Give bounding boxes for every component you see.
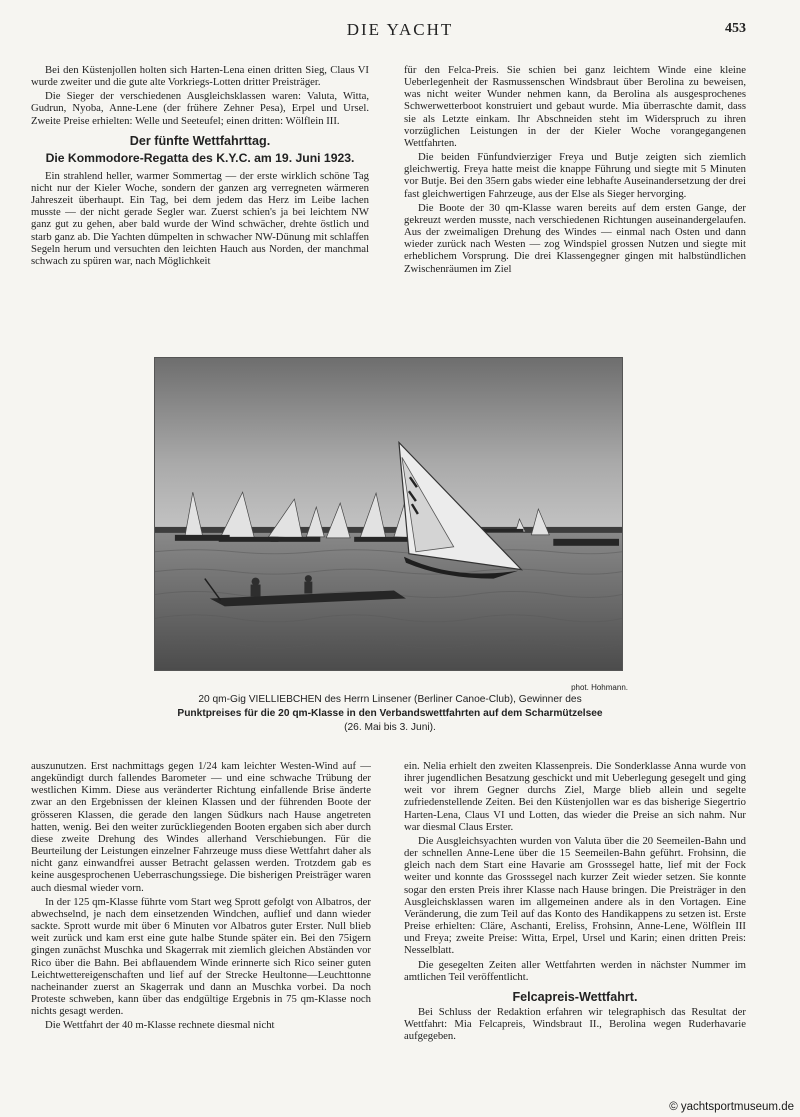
- lower-left-column: [31, 760, 371, 1033]
- caption-line: 20 qm-Gig VIELLIEBCHEN des Herrn Linsener (Berliner Canoe-Club), Gewinner des: [198, 694, 582, 705]
- paragraph: Ein strahlend heller, warmer Sommertag — der erste wirklich schöne Tag nicht nur der Kieler Woche, sondern der ganzen arg verregneten wärmeren Jahreszeit überhaupt. Ein Tag, bei dem jedem das Herz im Leibe lachen musste — der nicht gerade Segler war. Zuerst schien's ja bei leichtem NW ganz gut zu gehen, aber bald wurde der Wind schwächer, drehte östlich und starb ganz ab. Die Yachten dümpelten in schwacher NW-Dünung mit schlaffen Segeln herum und versuchten den leichten Hauch aus Norden, der manchmal schwach zu spüren war, nach Möglichkeit: [31, 169, 369, 267]
- section-heading: Felcapreis-Wettfahrt.: [512, 989, 638, 1004]
- photo-caption: [150, 693, 630, 735]
- photo-credit: phot. Hohmann.: [571, 683, 628, 692]
- section-subheading: Die Kommodore-Regatta des K.Y.C. am 19. Juni 1923.: [45, 150, 355, 165]
- sailboats-illustration: [155, 358, 622, 670]
- paragraph: Bei den Küstenjollen holten sich Harten-Lena einen dritten Sieg, Claus VI wurde zweiter und die gute alte Vorkriegs-Lotten dritter Preisträger.: [31, 64, 369, 89]
- paragraph: ein. Nelia erhielt den zweiten Klassenpreis. Die Sonderklasse Anna wurde von ihrer jugendlichen Besatzung geschickt und mit Ueberlegung gesegelt und ging weit vor ihrem Gegner durchs Ziel, Marge blieb allein und segelte zufriedenstellende Zeiten. Bei den Küstenjollen war es das bisherige Siegertrio Harten-Lena, Claus VI und Lotten, das wieder die Preise an sich nahm. Nur war diesmal Claus Erster.: [404, 760, 746, 833]
- paragraph: Die Wettfahrt der 40 m-Klasse rechnete diesmal nicht: [45, 1019, 275, 1032]
- watermark: © yachtsportmuseum.de: [669, 1101, 794, 1113]
- lower-right-column: [404, 760, 746, 1044]
- paragraph: Bei Schluss der Redaktion erfahren wir telegraphisch das Resultat der Wettfahrt: Mia Felcapreis, Windsbraut II., Berolina wegen Ruderhavarie aufgegeben.: [404, 1005, 746, 1043]
- magazine-title: DIE YACHT: [346, 20, 454, 39]
- paragraph: Die Ausgleichsyachten wurden von Valuta über die 20 Seemeilen-Bahn und der schnellen Anne-Lene über die 15 Seemeilen-Bahn geführt. Frohsinn, die gleich nach dem Start eine Havarie am Grosssegel hatte, lief mit der Fock weiter und konnte das Grosssegel nach kurzer Zeit wieder setzen. Sie konnte sogar den ersten Preis ihrer Klasse nach Hause bringen. Die Preisträger in den Ausgleichsklassen waren im allgemeinen andere als in den Vortagen. Eine Veränderung, die zum Teil auf das Konto des Handikappens zu setzen ist. Erste Preise erhielten: Cläre, Aschanti, Ereliss, Frohsinn, Anne-Lene, Wölflein III und Freya; zweite Preise: Witta, Erpel, Ursel und Karin; einen dritten Preis: Nesselblatt.: [404, 834, 746, 957]
- paragraph: Die beiden Fünfundvierziger Freya und Butje zeigten sich ziemlich gleichwertig. Freya hatte meist die knappe Führung und siegte mit 5 Minuten vor Butje. Bei den 35ern gabs wieder eine lebhafte Auseinandersetzung der drei fast gleichwertigen Fahrzeuge, aus der Else als Sieger hervorging.: [404, 151, 746, 200]
- page-header: [30, 18, 770, 44]
- page-number: 453: [725, 21, 746, 36]
- caption-line: Punktpreises für die 20 qm-Klasse in den Verbandswettfahrten auf dem Scharmützelsee: [177, 708, 603, 719]
- paragraph: In der 125 qm-Klasse führte vom Start weg Sprott gefolgt von Albatros, der abwechselnd, je nach dem einsetzenden Windchen, auflief und dann wieder sackte. Sprott wurde mit über 6 Minuten vor Albatros guter Erster. Null blieb weit zurück und kam erst eine gute halbe Stunde später ein. Bei den 75igern gingen zunächst Muschka und Skagerrak mit ziemlich gleichen Abständen vor Rico über die Bahn. Bei abflauendem Winde erinnerte sich Rico seiner guten Leichtwettereigenschaften und lief auf der Strecke Heultonne—Leuchttonne nacheinander zuerst an Skagerrak und dann an Muschka vorbei. Da noch Proteste schweben, kann über das endgültige Ergebnis in 75 qm-Klasse noch nichts gesagt werden.: [31, 895, 371, 1018]
- paragraph: Die gesegelten Zeiten aller Wettfahrten werden in nächster Nummer im amtlichen Teil veröffentlicht.: [404, 958, 746, 983]
- paragraph: auszunutzen. Erst nachmittags gegen 1/24 kam leichter Westen-Wind auf — angekündigt durch fallendes Barometer — und eine schwache Trübung der westlichen Kimm. Diese aus veränderter Richtung einfallende Brise änderte zwar an den Ergebnissen der kleinen Klassen und der führenden Boote der grösseren Klassen, die gerade den langen Südkurs nach Hause angetreten hatten, wenig. Bei den weiter zurückliegenden Booten ergaben sich aber durch diese zweite Drehung des Windes allerhand Verschiebungen. Für die Beurteilung der Leistungen einzelner Fahrzeuge muss diese Wettfahrt daher als nicht ganz einwandfrei ausser Betracht gelassen werden. Trotzdem gab es keine ausgesprochenen Ueberraschungssiege. Die bisherigen Preisträger waren auch diesmal wieder vorn.: [31, 760, 371, 894]
- upper-right-column: [404, 64, 746, 277]
- paragraph: Die Sieger der verschiedenen Ausgleichsklassen waren: Valuta, Witta, Gudrun, Nyoba, Anne-Lene (der frühere Zehner Pesa), Erpel und Ursel. Zweite Preise erhielten: Welle und Seeteufel; einen dritten: Wölflein III.: [31, 90, 369, 127]
- section-heading: Der fünfte Wettfahrttag.: [129, 133, 271, 148]
- regatta-photo: [154, 357, 623, 671]
- caption-line: (26. Mai bis 3. Juni).: [344, 722, 436, 733]
- paragraph: für den Felca-Preis. Sie schien bei ganz leichtem Winde eine kleine Ueberlegenheit der Rasmussenschen Windsbraut über Berolina zu beweisen, was nicht weiter Wunder nehmen kann, da Berolina als ausgesprochenes Schwerwetterboot konstruiert und gebaut wurde. Mia überraschte damit, dass sie als Letzte einkam. Ihr Abschneiden steht im Widerspruch zu ihren vorzüglichen Leistungen in der der Kieler Woche vorangegangenen Wettfahrten.: [404, 64, 746, 149]
- paragraph: Die Boote der 30 qm-Klasse waren bereits auf dem ersten Gange, der gekreuzt werden musste, nach verschiedenen Richtungen auseinandergelaufen. Aus der zweimaligen Drehung des Windes — einmal nach Osten und dann wieder zurück nach Westen — zog Windspiel grossen Nutzen und siegte mit erheblichem Vorsprung. Die drei Klassengegner gingen mit halbstündlichen Zwischenräumen im Ziel: [404, 201, 746, 275]
- upper-left-column: [31, 64, 369, 269]
